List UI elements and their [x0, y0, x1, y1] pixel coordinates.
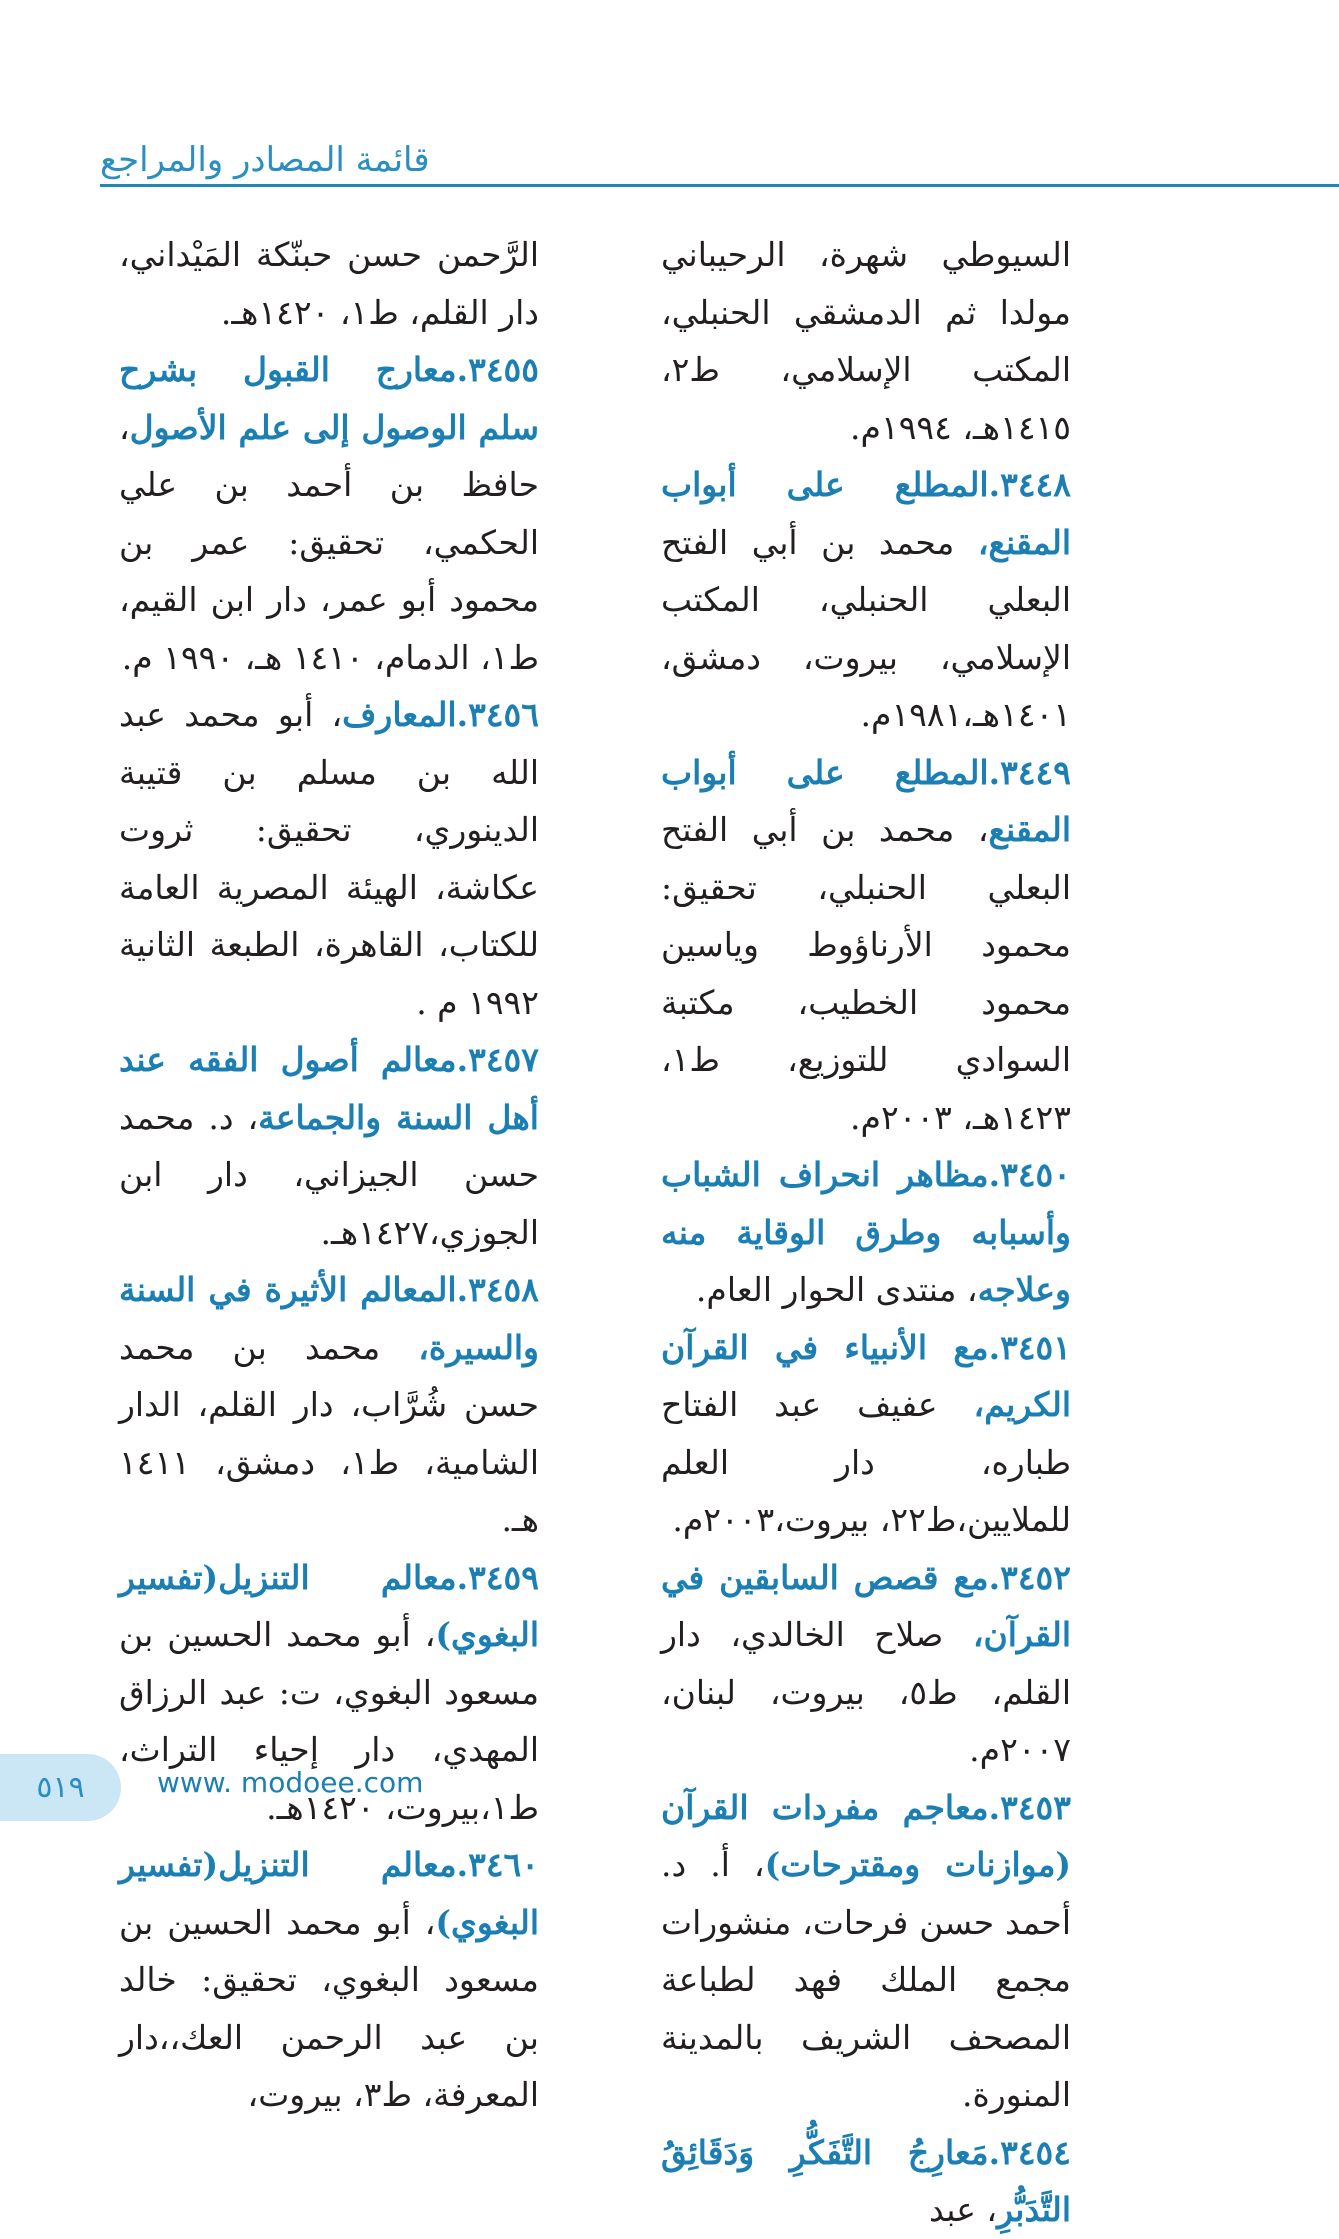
entry-details: ، حافظ بن أحمد بن علي الحكمي، تحقيق: عمر بن محمود أبو عمر، دار ابن القيم، ط١، الدمام، ١٤١٠ هـ، ١٩٩٠ م.: [119, 407, 539, 677]
entry-details: ، منتدى الحوار العام.: [695, 1270, 978, 1309]
entry-details: ، أبو محمد عبد الله بن مسلم بن قتيبة الدينوري، تحقيق: ثروت عكاشة، الهيئة المصرية العامة للكتاب، القاهرة، الطبعة الثانية ١٩٩٢ م .: [119, 695, 539, 1022]
reference-entry: [661, 1779, 1071, 2124]
entry-number: ٣٤٥٢.: [988, 1557, 1071, 1597]
entry-number: ٣٤٥٧.: [456, 1040, 539, 1079]
entry-title: معالم التنزيل(تفسير البغوي): [119, 1845, 539, 1942]
entry-title: مظاهر انحراف الشباب وأسبابه وطرق الوقاية منه وعلاجه: [661, 1155, 1071, 1309]
entry-title: معارج القبول بشرح سلم الوصول إلى علم الأصول: [119, 350, 539, 447]
reference-entry: [119, 1836, 539, 2124]
entry-number: ٣٤٥٨.: [456, 1270, 539, 1309]
entry-number: ٣٤٥٣.: [988, 1787, 1071, 1827]
entry-number: ٣٤٤٨.: [988, 465, 1071, 504]
reference-entry: [119, 341, 539, 686]
right-column: [661, 226, 1071, 2239]
entry-title: معالم أصول الفقه عند أهل السنة والجماعة: [119, 1040, 539, 1137]
entry-number: ٣٤٥١.: [988, 1327, 1071, 1367]
entry-title: المعارف: [342, 695, 457, 734]
reference-entry: [661, 1319, 1071, 1549]
website-link[interactable]: www. modoee.com: [157, 1766, 424, 1799]
entry-title: معالم التنزيل(تفسير البغوي): [119, 1557, 539, 1654]
page-number-badge: [0, 1754, 121, 1821]
running-header-title: قائمة المصادر والمراجع: [100, 140, 430, 180]
entry-number: ٣٤٦٠.: [456, 1845, 539, 1884]
reference-entry: [661, 744, 1071, 1147]
reference-entry: [119, 686, 539, 1031]
entry-details: عفيف عبد الفتاح طباره، دار العلم للملايين،ط٢٢، بيروت،٢٠٠٣م.: [661, 1385, 1071, 1539]
entry-number: ٣٤٥٩.: [456, 1557, 539, 1597]
entry-number: ٣٤٥٥.: [456, 350, 539, 389]
entry-number: ٣٤٥٦.: [456, 695, 539, 734]
entry-number: ٣٤٤٩.: [988, 752, 1071, 792]
entry-title: المطلع على أبواب المقنع: [661, 752, 1071, 849]
entry-title: المطلع على أبواب المقنع،: [661, 465, 1071, 562]
reference-entry: [661, 456, 1071, 744]
reference-entry: [119, 1031, 539, 1261]
continuation-text: السيوطي شهرة، الرحيباني مولدا ثم الدمشقي الحنبلي، المكتب الإسلامي، ط٢، ١٤١٥هـ، ١٩٩٤م.: [661, 235, 1071, 447]
entry-title: معاجم مفردات القرآن (موازنات ومقترحات): [661, 1787, 1071, 1884]
entry-details: ، د. محمد حسن الجيزاني، دار ابن الجوزي،١٤٢٧هـ.: [119, 1097, 539, 1252]
entry-details: ، أبو محمد الحسين بن مسعود البغوي، ت: عبد الرزاق المهدي، دار إحياء التراث، ط١،بيروت، ١٤٢٠هـ.: [119, 1615, 539, 1827]
entry-details: ، محمد بن أبي الفتح البعلي الحنبلي، تحقيق: محمود الأرناؤوط وياسين محمود الخطيب، مكتبة السوادي للتوزيع، ط١، ١٤٢٣هـ، ٢٠٠٣م.: [661, 810, 1071, 1137]
entry-number: ٣٤٥٤.: [988, 2132, 1071, 2172]
entry-details: ، عبد: [928, 2190, 998, 2229]
running-header: [100, 140, 1339, 187]
entry-details: محمد بن أبي الفتح البعلي الحنبلي، المكتب الإسلامي، بيروت، دمشق، ١٤٠١هـ،١٩٨١م.: [661, 522, 1071, 734]
entry-details: ، أ. د. أحمد حسن فرحات، منشورات مجمع الملك فهد لطباعة المصحف الشريف بالمدينة المنورة.: [661, 1845, 1071, 2114]
reference-entry: [661, 1549, 1071, 1779]
entry-details: محمد بن محمد حسن شُرَّاب، دار القلم، الدار الشامية، ط١، دمشق، ١٤١١ هـ.: [119, 1327, 539, 1539]
entry-title: مَعارِجُ التَّفَكُّرِ وَدَقَائِقُ التَّدَبُّرِ: [661, 2132, 1071, 2229]
entry-title: المعالم الأثيرة في السنة والسيرة،: [119, 1270, 539, 1367]
left-column: [119, 226, 539, 2124]
reference-entry: [661, 2124, 1071, 2239]
entry-title: مع قصص السابقين في القرآن،: [661, 1557, 1071, 1654]
entry-details: ، أبو محمد الحسين بن مسعود البغوي، تحقيق: خالد بن عبد الرحمن العك،،دار المعرفة، ط٣، بيروت،: [119, 1902, 539, 2114]
entry-details: صلاح الخالدي، دار القلم، ط٥، بيروت، لبنان، ٢٠٠٧م.: [661, 1615, 1072, 1769]
entry-title: مع الأنبياء في القرآن الكريم،: [661, 1327, 1071, 1424]
page-number: ٥١٩: [36, 1770, 85, 1805]
reference-entry: [119, 1261, 539, 1549]
reference-entry: [661, 1146, 1071, 1319]
continuation-text: الرَّحمن حسن حبنّكة المَيْداني، دار القلم، ط١، ١٤٢٠هـ.: [119, 235, 539, 332]
entry-number: ٣٤٥٠.: [988, 1155, 1071, 1194]
